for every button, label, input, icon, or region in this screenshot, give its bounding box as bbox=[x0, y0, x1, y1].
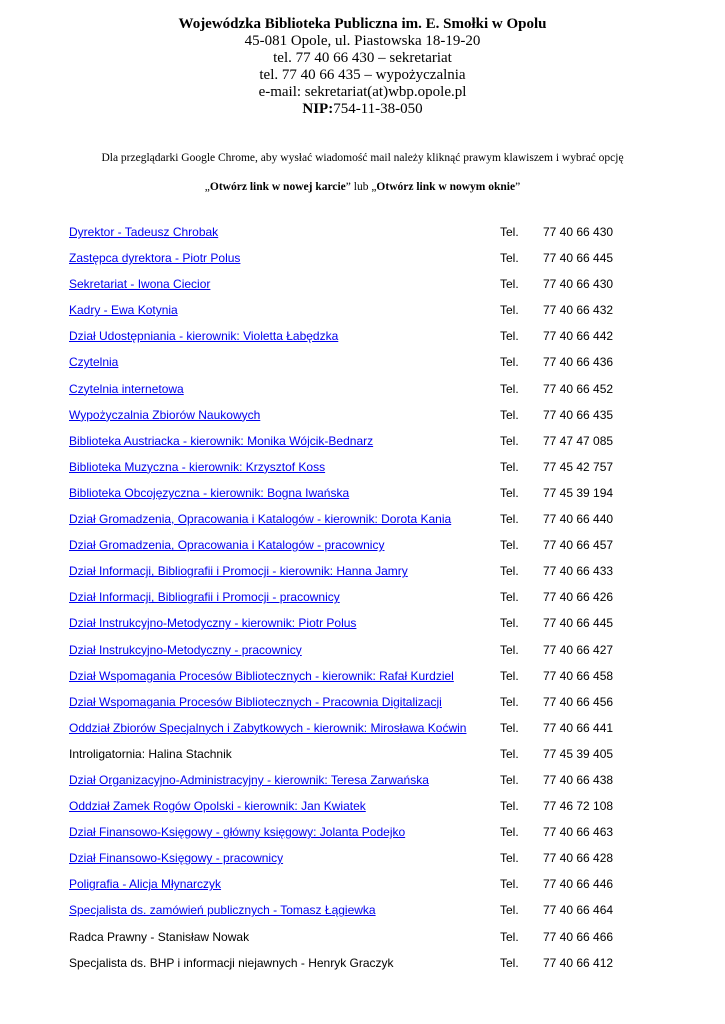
tel-label: Tel. bbox=[500, 407, 519, 422]
contact-row bbox=[69, 927, 669, 953]
tel-label: Tel. bbox=[500, 903, 519, 918]
contact-row bbox=[69, 379, 669, 405]
chrome-instruction: Dla przeglądarki Google Chrome, aby wysłać wiadomość mail należy kliknąć prawym klawiszem i wybrać opcję bbox=[101, 152, 624, 164]
tel-label: Tel. bbox=[500, 433, 519, 448]
tel-label: Tel. bbox=[500, 590, 519, 605]
contact-phone: 77 40 66 466 bbox=[543, 929, 614, 944]
quote-close: ” bbox=[515, 181, 521, 193]
contact-email-link[interactable]: Oddział Zamek Rogów Opolski - kierownik: Jan Kwiatek bbox=[69, 799, 366, 814]
contact-email-link[interactable]: Czytelnia bbox=[69, 355, 119, 370]
contact-phone: 77 40 66 442 bbox=[543, 329, 614, 344]
contact-phone: 77 40 66 430 bbox=[543, 277, 614, 292]
chrome-options bbox=[0, 181, 725, 193]
contact-row bbox=[69, 431, 669, 457]
contact-email-link[interactable]: Wypożyczalnia Zbiorów Naukowych bbox=[69, 407, 261, 422]
contact-email-link[interactable]: Specjalista ds. zamówień publicznych - Tomasz Łągiewka bbox=[69, 903, 376, 918]
contact-row bbox=[69, 900, 669, 926]
contact-phone: 77 40 66 452 bbox=[543, 381, 614, 396]
contact-phone: 77 40 66 432 bbox=[543, 303, 614, 318]
contact-row bbox=[69, 770, 669, 796]
contact-phone: 77 40 66 428 bbox=[543, 851, 614, 866]
contact-email-link[interactable]: Zastępca dyrektora - Piotr Polus bbox=[69, 251, 241, 266]
library-header bbox=[0, 16, 725, 118]
contact-row bbox=[69, 640, 669, 666]
contact-row bbox=[69, 613, 669, 639]
contact-row bbox=[69, 953, 669, 977]
contact-name: Specjalista ds. BHP i informacji niejawnych - Henryk Graczyk bbox=[69, 955, 394, 970]
contact-phone: 77 40 66 440 bbox=[543, 512, 614, 527]
quote-open: „ bbox=[204, 181, 210, 193]
contact-phone: 77 40 66 441 bbox=[543, 720, 614, 735]
contact-row bbox=[69, 509, 669, 535]
contact-phone: 77 40 66 445 bbox=[543, 616, 614, 631]
tel-label: Tel. bbox=[500, 329, 519, 344]
contact-row bbox=[69, 222, 669, 248]
tel-label: Tel. bbox=[500, 772, 519, 787]
contact-email-link[interactable]: Dział Organizacyjno-Administracyjny - kierownik: Teresa Zarwańska bbox=[69, 772, 429, 787]
contact-phone: 77 40 66 430 bbox=[543, 225, 614, 239]
contact-row bbox=[69, 300, 669, 326]
contact-phone: 77 45 39 405 bbox=[543, 746, 614, 761]
tel-label: Tel. bbox=[500, 225, 519, 239]
contact-email-link[interactable]: Dział Gromadzenia, Opracowania i Katalogów - kierownik: Dorota Kania bbox=[69, 512, 452, 527]
tel-label: Tel. bbox=[500, 277, 519, 292]
contact-email-link[interactable]: Kadry - Ewa Kotynia bbox=[69, 303, 178, 318]
tel-label: Tel. bbox=[500, 616, 519, 631]
tel-label: Tel. bbox=[500, 694, 519, 709]
contact-phone: 77 40 66 427 bbox=[543, 642, 614, 657]
phone-secretariat: tel. 77 40 66 430 – sekretariat bbox=[273, 50, 452, 66]
contact-email-link[interactable]: Dział Wspomagania Procesów Bibliotecznych - kierownik: Rafał Kurdziel bbox=[69, 668, 454, 683]
contact-email-link[interactable]: Dział Wspomagania Procesów Bibliotecznych - Pracownia Digitalizacji bbox=[69, 694, 442, 709]
contact-phone: 77 47 47 085 bbox=[543, 433, 614, 448]
tel-label: Tel. bbox=[500, 459, 519, 474]
tel-label: Tel. bbox=[500, 642, 519, 657]
contact-phone: 77 45 42 757 bbox=[543, 459, 614, 474]
contact-row bbox=[69, 483, 669, 509]
contact-email-link[interactable]: Dział Udostępniania - kierownik: Violetta Łabędzka bbox=[69, 329, 339, 344]
contact-row bbox=[69, 822, 669, 848]
tel-label: Tel. bbox=[500, 746, 519, 761]
tel-label: Tel. bbox=[500, 851, 519, 866]
contact-phone: 77 40 66 412 bbox=[543, 955, 614, 970]
contact-phone: 77 40 66 457 bbox=[543, 538, 614, 553]
contact-phone: 77 40 66 435 bbox=[543, 407, 614, 422]
contact-phone: 77 40 66 445 bbox=[543, 251, 614, 266]
phone-lending: tel. 77 40 66 435 – wypożyczalnia bbox=[259, 67, 466, 83]
library-name: Wojewódzka Biblioteka Publiczna im. E. Smołki w Opolu bbox=[178, 16, 547, 32]
tel-label: Tel. bbox=[500, 720, 519, 735]
option-new-tab: Otwórz link w nowej karcie bbox=[209, 181, 346, 193]
contact-phone: 77 40 66 446 bbox=[543, 877, 614, 892]
contact-row bbox=[69, 718, 669, 744]
contact-row bbox=[69, 535, 669, 561]
contact-phone: 77 40 66 433 bbox=[543, 564, 614, 579]
tel-label: Tel. bbox=[500, 668, 519, 683]
contact-row bbox=[69, 666, 669, 692]
tel-label: Tel. bbox=[500, 538, 519, 553]
contact-phone: 77 46 72 108 bbox=[543, 799, 614, 814]
contact-email-link[interactable]: Czytelnia internetowa bbox=[69, 381, 184, 396]
contact-name: Introligatornia: Halina Stachnik bbox=[69, 746, 232, 761]
contact-phone: 77 40 66 463 bbox=[543, 825, 614, 840]
contact-email-link[interactable]: Dział Instrukcyjno-Metodyczny - pracownicy bbox=[69, 642, 302, 657]
library-nip bbox=[0, 101, 725, 118]
contact-email-link[interactable]: Dział Finansowo-Księgowy - główny księgowy: Jolanta Podejko bbox=[69, 825, 406, 840]
contact-email-link[interactable]: Biblioteka Muzyczna - kierownik: Krzysztof Koss bbox=[69, 459, 326, 474]
contact-phone: 77 40 66 438 bbox=[543, 772, 614, 787]
contact-email-link[interactable]: Dział Instrukcyjno-Metodyczny - kierownik: Piotr Polus bbox=[69, 616, 357, 631]
contact-phone: 77 40 66 436 bbox=[543, 355, 614, 370]
contact-email-link[interactable]: Biblioteka Austriacka - kierownik: Monika Wójcik-Bednarz bbox=[69, 433, 374, 448]
contact-phone: 77 40 66 458 bbox=[543, 668, 614, 683]
contact-row bbox=[69, 874, 669, 900]
contact-row bbox=[69, 744, 669, 770]
option-separator: ” lub „ bbox=[345, 181, 377, 193]
contact-row bbox=[69, 326, 669, 352]
contact-row bbox=[69, 274, 669, 300]
tel-label: Tel. bbox=[500, 799, 519, 814]
tel-label: Tel. bbox=[500, 303, 519, 318]
contact-list bbox=[69, 222, 669, 976]
nip-value: 754-11-38-050 bbox=[333, 101, 423, 117]
contact-row bbox=[69, 561, 669, 587]
contact-phone: 77 40 66 426 bbox=[543, 590, 614, 605]
tel-label: Tel. bbox=[500, 485, 519, 500]
library-email: e-mail: sekretariat(at)wbp.opole.pl bbox=[258, 84, 467, 100]
contact-row bbox=[69, 405, 669, 431]
tel-label: Tel. bbox=[500, 381, 519, 396]
contact-email-link[interactable]: Dyrektor - Tadeusz Chrobak bbox=[69, 225, 219, 239]
tel-label: Tel. bbox=[500, 512, 519, 527]
contact-row bbox=[69, 848, 669, 874]
nip-label: NIP: bbox=[302, 101, 334, 117]
contact-phone: 77 45 39 194 bbox=[543, 485, 614, 500]
contact-email-link[interactable]: Dział Finansowo-Księgowy - pracownicy bbox=[69, 851, 284, 866]
contact-row bbox=[69, 692, 669, 718]
tel-label: Tel. bbox=[500, 355, 519, 370]
library-address: 45-081 Opole, ul. Piastowska 18-19-20 bbox=[244, 33, 481, 49]
contact-name: Radca Prawny - Stanisław Nowak bbox=[69, 929, 250, 944]
option-new-window: Otwórz link w nowym oknie bbox=[376, 181, 516, 193]
contact-row bbox=[69, 457, 669, 483]
contact-row bbox=[69, 352, 669, 378]
contact-email-link[interactable]: Poligrafia - Alicja Młynarczyk bbox=[69, 877, 222, 892]
tel-label: Tel. bbox=[500, 251, 519, 266]
contact-row bbox=[69, 587, 669, 613]
contact-row bbox=[69, 796, 669, 822]
tel-label: Tel. bbox=[500, 955, 519, 970]
tel-label: Tel. bbox=[500, 564, 519, 579]
contact-email-link[interactable]: Sekretariat - Iwona Ciecior bbox=[69, 277, 211, 292]
contact-email-link[interactable]: Dział Gromadzenia, Opracowania i Katalogów - pracownicy bbox=[69, 538, 385, 553]
contact-email-link[interactable]: Oddział Zbiorów Specjalnych i Zabytkowych - kierownik: Mirosława Koćwin bbox=[69, 720, 467, 735]
tel-label: Tel. bbox=[500, 825, 519, 840]
contact-email-link[interactable]: Biblioteka Obcojęzyczna - kierownik: Bogna Iwańska bbox=[69, 485, 350, 500]
tel-label: Tel. bbox=[500, 877, 519, 892]
contact-phone: 77 40 66 464 bbox=[543, 903, 614, 918]
tel-label: Tel. bbox=[500, 929, 519, 944]
contact-email-link[interactable]: Dział Informacji, Bibliografii i Promocji - pracownicy bbox=[69, 590, 340, 605]
contact-phone: 77 40 66 456 bbox=[543, 694, 614, 709]
contact-row bbox=[69, 248, 669, 274]
contact-email-link[interactable]: Dział Informacji, Bibliografii i Promocji - kierownik: Hanna Jamry bbox=[69, 564, 408, 579]
